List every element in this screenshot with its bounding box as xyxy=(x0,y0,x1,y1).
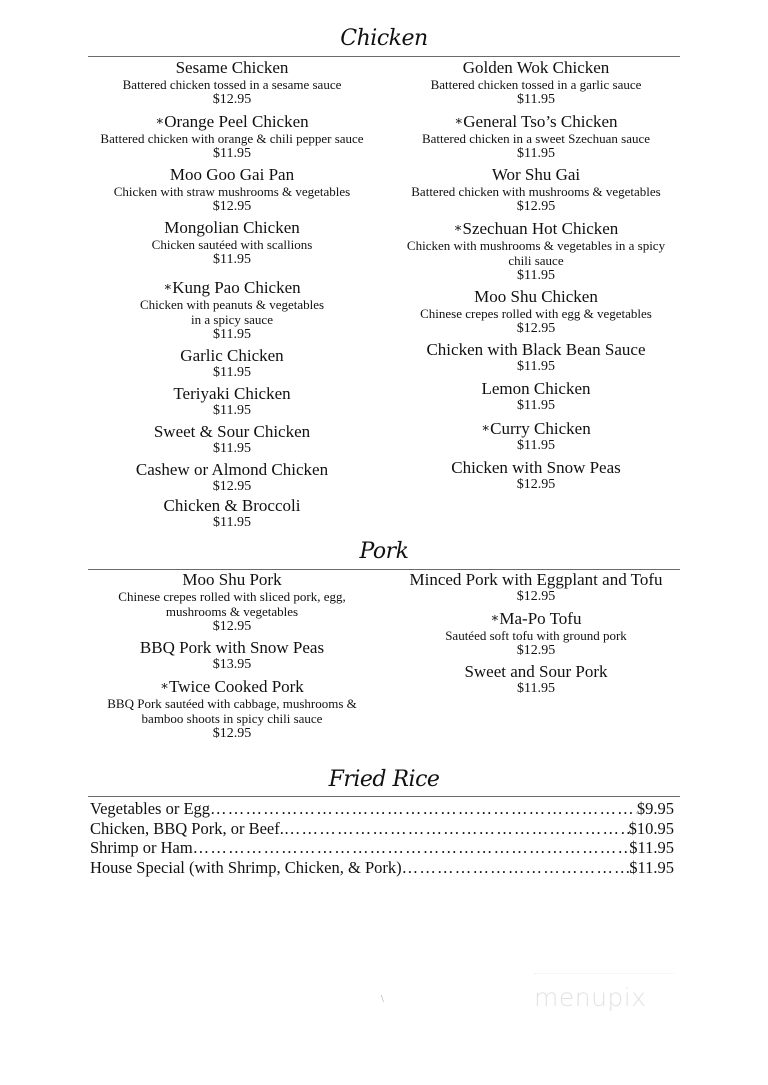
menu-item xyxy=(82,385,382,419)
menu-item xyxy=(388,380,684,414)
menu-item-description: chili sauce xyxy=(508,253,564,268)
menu-item-name-text: Sweet & Sour Chicken xyxy=(153,422,311,441)
stray-mark: \ xyxy=(381,994,384,1005)
spicy-star-icon: ∗ xyxy=(454,113,464,128)
menu-item-price: $11.95 xyxy=(517,681,555,696)
menu-item-name xyxy=(388,341,684,359)
fried-rice-item-name: House Special (with Shrimp, Chicken, & Pork) xyxy=(90,857,402,877)
menu-item xyxy=(388,219,684,284)
menu-item-price: $12.95 xyxy=(212,479,252,494)
fried-rice-item-name: Chicken, BBQ Pork, or Beef. xyxy=(90,818,284,838)
menu-item xyxy=(82,219,382,268)
menu-item xyxy=(388,571,684,605)
menu-item-name xyxy=(388,609,684,628)
chicken-right-column xyxy=(388,59,684,493)
menu-item-name xyxy=(82,347,382,365)
menu-item-name-text: Garlic Chicken xyxy=(180,346,284,365)
menu-item xyxy=(82,677,382,742)
menu-item-description: Battered chicken tossed in a garlic sauce xyxy=(430,77,642,92)
menu-item-name-text: Moo Shu Chicken xyxy=(474,287,598,306)
menu-item-price: $11.95 xyxy=(517,398,555,413)
menu-item-name-text: Teriyaki Chicken xyxy=(173,384,291,403)
menu-item xyxy=(82,497,382,531)
menu-item-name xyxy=(388,380,684,398)
menu-item xyxy=(388,59,684,108)
spicy-star-icon: ∗ xyxy=(155,113,165,128)
dot-leader xyxy=(284,819,629,839)
menu-item-name-text: Golden Wok Chicken xyxy=(462,58,610,77)
menu-item xyxy=(388,419,684,454)
menu-item-name-text: Ma-Po Tofu xyxy=(499,609,582,628)
dot-leader xyxy=(210,799,637,819)
fried-rice-item-name: Vegetables or Egg xyxy=(90,799,211,818)
menu-item-price: $11.95 xyxy=(213,252,251,267)
menu-item-name xyxy=(388,59,684,77)
menu-item-name xyxy=(82,385,382,403)
menu-item-name xyxy=(82,112,382,131)
menu-item-name-text: General Tso’s Chicken xyxy=(463,112,618,131)
menu-item-name xyxy=(82,461,382,479)
menu-item-description: Battered chicken with mushrooms & vegetables xyxy=(411,184,661,199)
spicy-star-icon: ∗ xyxy=(490,610,500,625)
menu-item-description: mushrooms & vegetables xyxy=(165,604,299,619)
spicy-star-icon: ∗ xyxy=(453,220,463,235)
menu-item-name xyxy=(82,59,382,77)
menu-item xyxy=(388,459,684,493)
menu-item-name xyxy=(82,423,382,441)
menu-item-description: Battered chicken tossed in a sesame sauce xyxy=(122,77,342,92)
menu-item-name xyxy=(82,166,382,184)
menu-item xyxy=(82,423,382,457)
fried-rice-item-price: $11.95 xyxy=(629,857,674,877)
menu-item-price: $11.95 xyxy=(213,515,251,530)
menu-item-price: $12.95 xyxy=(516,321,556,336)
menu-item-price: $12.95 xyxy=(516,199,556,214)
menu-item-name-text: Moo Shu Pork xyxy=(182,570,282,589)
menu-item xyxy=(388,609,684,659)
menupix-watermark: menupix xyxy=(534,983,647,1012)
menu-item-description: Chicken with straw mushrooms & vegetables xyxy=(113,184,351,199)
menu-item-name-text: Sesame Chicken xyxy=(175,58,289,77)
menu-item-name-text: Lemon Chicken xyxy=(481,379,591,398)
menu-item-name-text: Twice Cooked Pork xyxy=(169,677,304,696)
menu-item-price: $11.95 xyxy=(517,92,555,107)
dot-leader xyxy=(193,838,630,858)
pork-right-column xyxy=(388,571,684,697)
menu-item-name-text: Chicken & Broccoli xyxy=(163,496,301,515)
menu-item-description: Chinese crepes rolled with sliced pork, egg, xyxy=(118,589,346,604)
menu-item-price: $11.95 xyxy=(213,327,251,342)
section-title-fried-rice: Fried Rice xyxy=(328,767,440,792)
menu-item-description: Chicken with mushrooms & vegetables in a spicy xyxy=(406,238,666,253)
menu-item-name-text: Szechuan Hot Chicken xyxy=(462,219,619,238)
menu-item-name xyxy=(388,288,684,306)
chicken-left-column xyxy=(82,59,382,531)
section-title-chicken: Chicken xyxy=(340,26,428,51)
menu-item-price: $12.95 xyxy=(516,589,556,604)
menu-item-description: Battered chicken in a sweet Szechuan sauce xyxy=(421,131,651,146)
menu-item xyxy=(388,288,684,337)
fried-rice-list xyxy=(90,799,674,877)
section-divider-fried-rice xyxy=(88,796,680,797)
menu-item-price: $11.95 xyxy=(213,441,251,456)
fried-rice-row xyxy=(90,838,674,858)
menu-item-name xyxy=(82,219,382,237)
menu-item-price: $12.95 xyxy=(516,477,556,492)
menu-item-name xyxy=(82,497,382,515)
menu-item-name-text: Wor Shu Gai xyxy=(491,165,581,184)
watermark-faint-line xyxy=(534,973,674,976)
menu-item-description: bamboo shoots in spicy chili sauce xyxy=(141,711,323,726)
menu-item-description: Chinese crepes rolled with egg & vegetables xyxy=(420,306,652,321)
pork-left-column xyxy=(82,571,382,742)
menu-item-price: $12.95 xyxy=(212,199,252,214)
menu-item-price: $12.95 xyxy=(516,643,556,658)
spicy-star-icon: ∗ xyxy=(481,420,491,435)
menu-item xyxy=(388,166,684,215)
menu-item-name xyxy=(82,278,382,297)
fried-rice-item-name: Shrimp or Ham xyxy=(90,838,193,857)
menu-item xyxy=(388,341,684,375)
menu-item-description: in a spicy sauce xyxy=(191,312,273,327)
menu-item-description: Battered chicken with orange & chili pepper sauce xyxy=(100,131,364,146)
menu-item-name-text: Chicken with Black Bean Sauce xyxy=(426,340,646,359)
menu-item-name-text: Chicken with Snow Peas xyxy=(451,458,621,477)
menu-item xyxy=(82,461,382,495)
menu-item-price: $12.95 xyxy=(212,726,252,741)
menu-item xyxy=(82,112,382,162)
menu-item-description: Sautéed soft tofu with ground pork xyxy=(445,628,627,643)
fried-rice-row xyxy=(90,819,674,839)
menu-item xyxy=(388,112,684,162)
spicy-star-icon: ∗ xyxy=(163,279,173,294)
menu-item-name xyxy=(388,459,684,477)
menu-item-name xyxy=(388,112,684,131)
menu-item-name-text: Cashew or Almond Chicken xyxy=(135,460,329,479)
menu-item xyxy=(82,166,382,215)
menu-item-description: Chicken sautéed with scallions xyxy=(151,237,313,252)
menu-item-description: Chicken with peanuts & vegetables xyxy=(139,297,325,312)
menu-item-price: $11.95 xyxy=(517,438,555,453)
menu-item-name-text: BBQ Pork with Snow Peas xyxy=(139,638,325,657)
menu-item xyxy=(82,639,382,673)
menu-item-price: $11.95 xyxy=(213,146,251,161)
menu-item-name-text: Moo Goo Gai Pan xyxy=(169,165,295,184)
menu-item xyxy=(82,571,382,635)
menu-item-name xyxy=(82,677,382,696)
menu-item-name-text: Minced Pork with Eggplant and Tofu xyxy=(409,570,663,589)
section-title-pork: Pork xyxy=(359,539,409,564)
menu-item xyxy=(82,347,382,381)
menu-item-price: $12.95 xyxy=(212,619,252,634)
menu-item-name xyxy=(388,419,684,438)
spicy-star-icon: ∗ xyxy=(160,678,170,693)
fried-rice-item-price: $10.95 xyxy=(628,818,674,838)
fried-rice-row xyxy=(90,858,674,878)
menu-item-price: $13.95 xyxy=(212,657,252,672)
menu-item-name xyxy=(388,663,684,681)
section-divider-chicken xyxy=(88,56,680,57)
menu-item-price: $11.95 xyxy=(213,365,251,380)
menu-item-price: $11.95 xyxy=(517,268,555,283)
menu-item-price: $12.95 xyxy=(212,92,252,107)
fried-rice-item-price: $11.95 xyxy=(629,838,674,857)
menu-item-name xyxy=(388,219,684,238)
menu-item-description: BBQ Pork sautéed with cabbage, mushrooms & xyxy=(107,696,357,711)
menu-item-name xyxy=(388,166,684,184)
fried-rice-row xyxy=(90,799,674,819)
menu-item-name xyxy=(82,639,382,657)
menu-item-name-text: Orange Peel Chicken xyxy=(164,112,309,131)
menu-item xyxy=(82,59,382,108)
menu-item-price: $11.95 xyxy=(213,403,251,418)
menu-item-name xyxy=(388,571,684,589)
menu-item-name-text: Sweet and Sour Pork xyxy=(464,662,608,681)
menu-item-name xyxy=(82,571,382,589)
fried-rice-item-price: $9.95 xyxy=(636,799,674,818)
menu-item xyxy=(82,278,382,343)
menu-item-price: $11.95 xyxy=(517,359,555,374)
menu-item xyxy=(388,663,684,697)
menu-item-name-text: Mongolian Chicken xyxy=(164,218,300,237)
menu-item-name-text: Kung Pao Chicken xyxy=(172,278,301,297)
dot-leader xyxy=(402,858,630,878)
menu-item-name-text: Curry Chicken xyxy=(490,419,591,438)
menu-item-price: $11.95 xyxy=(517,146,555,161)
